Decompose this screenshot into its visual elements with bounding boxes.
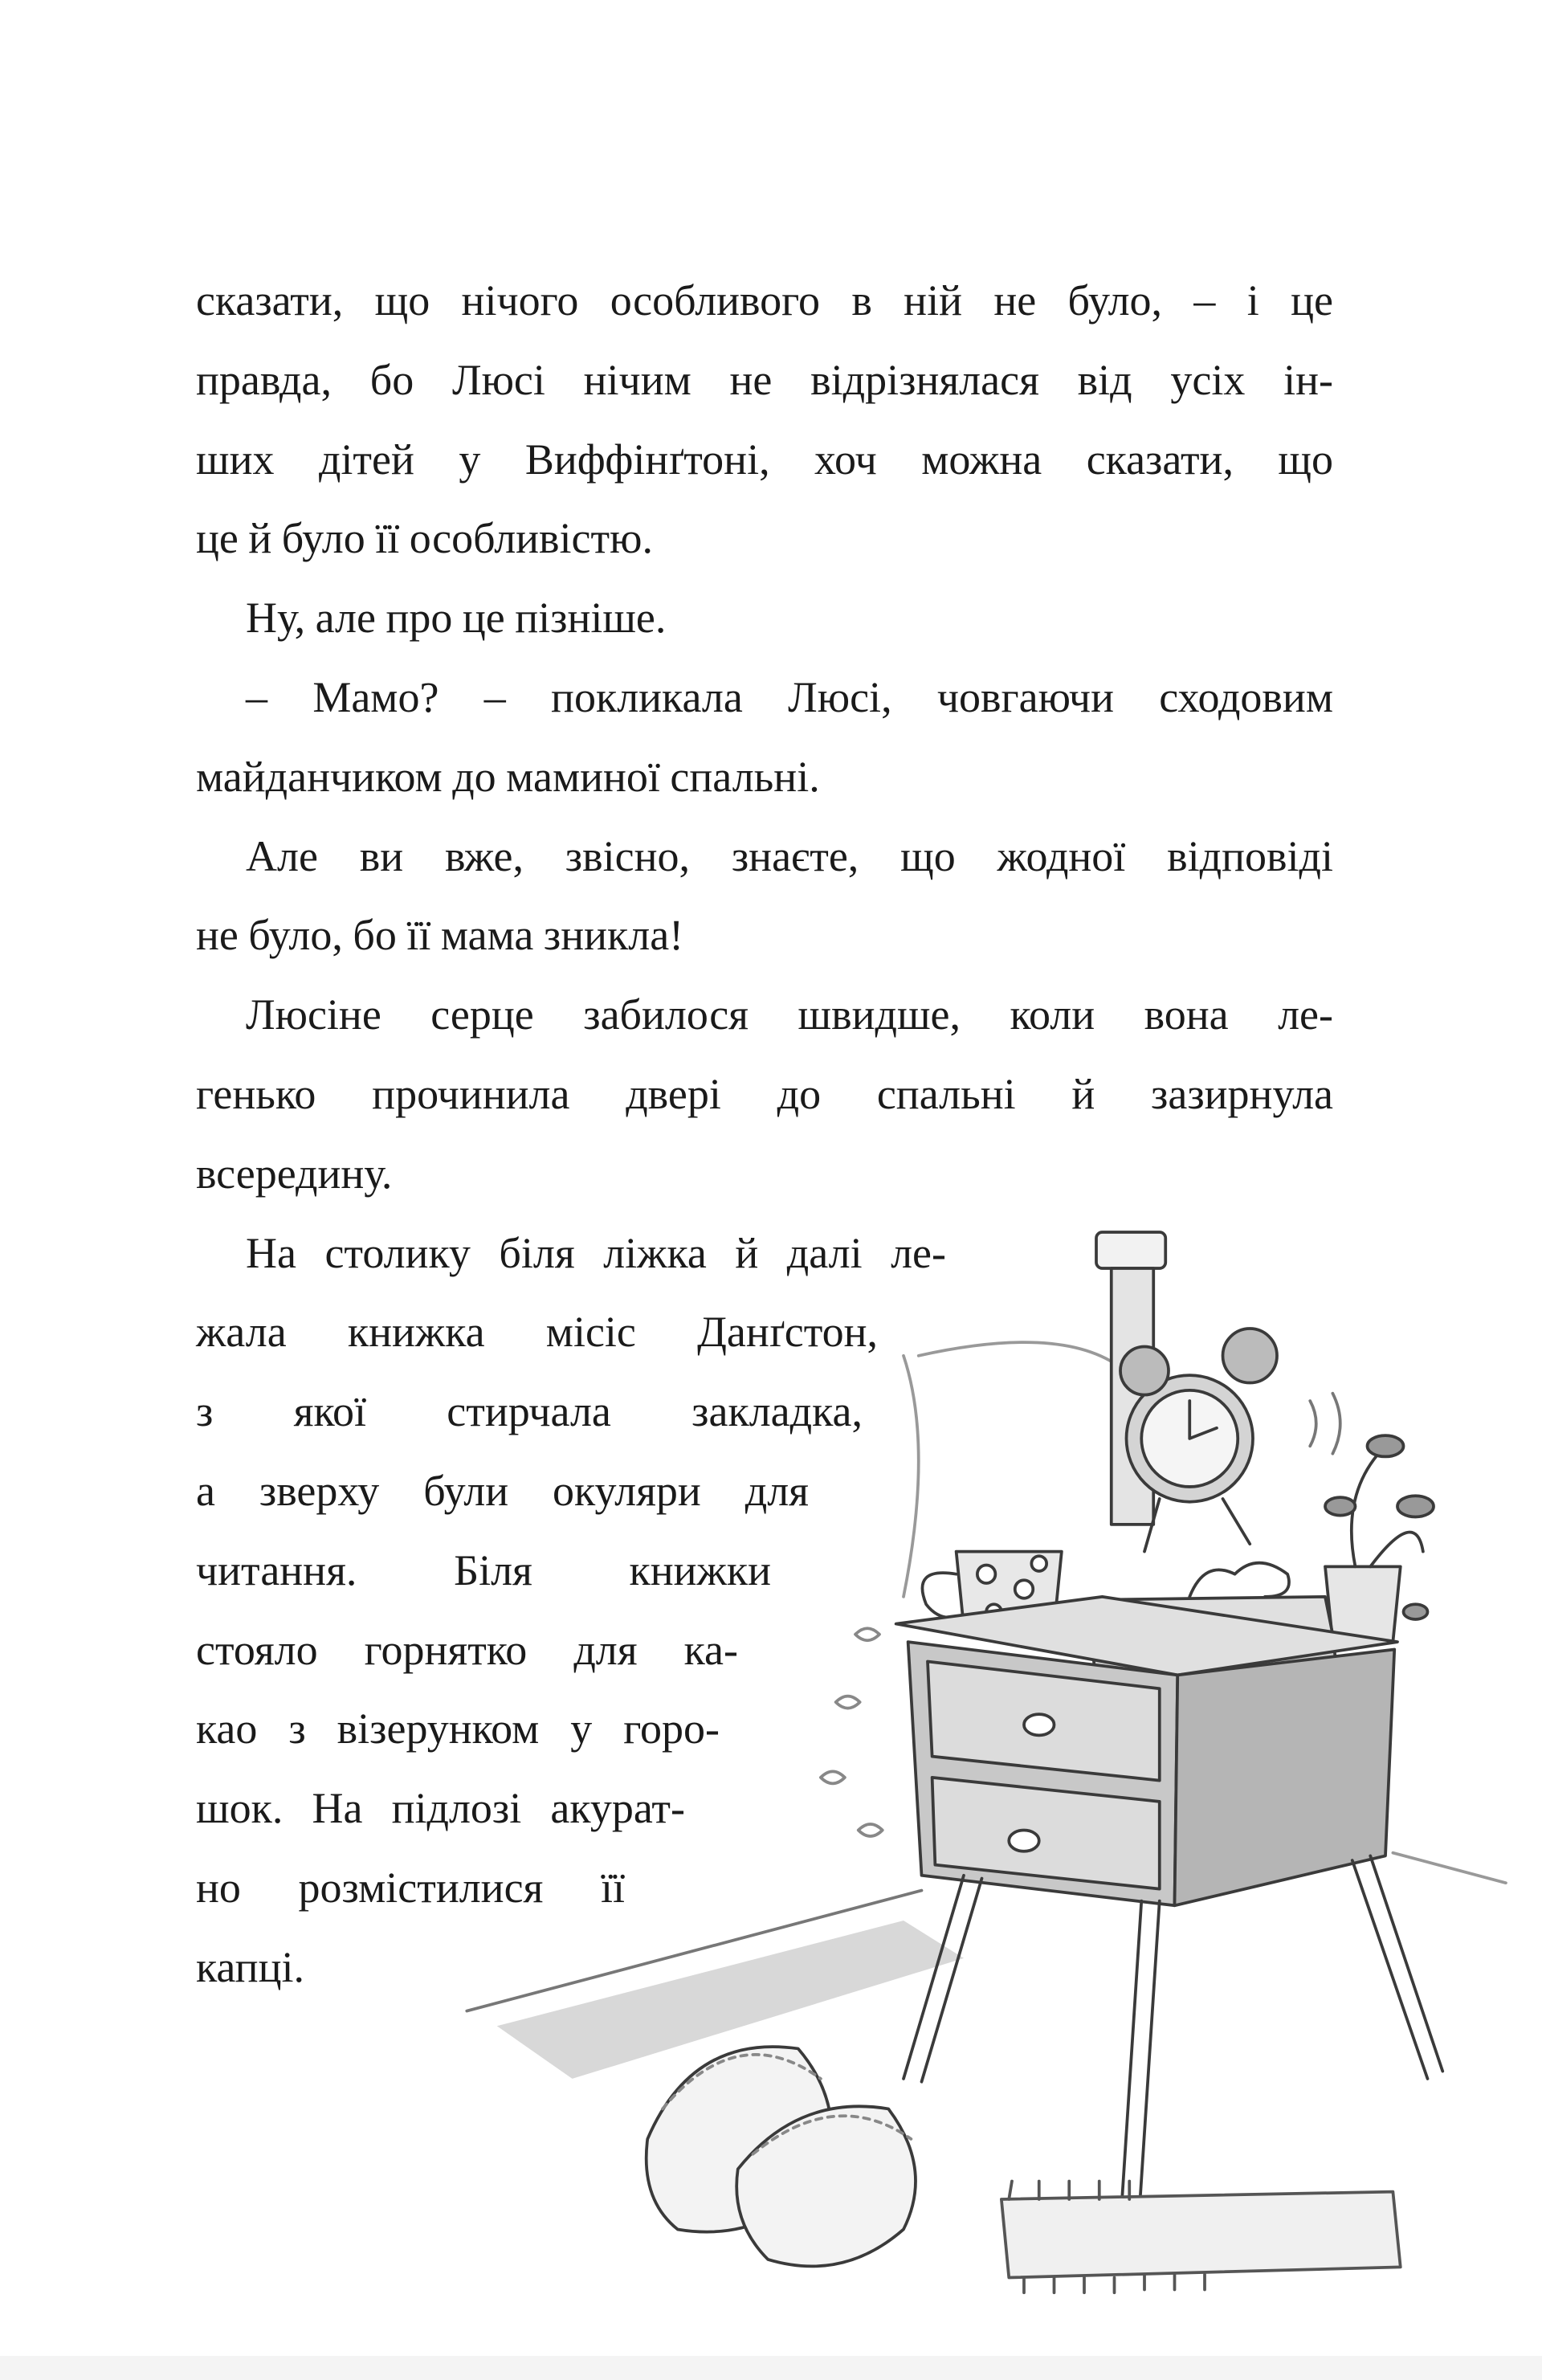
text-line: це й було її особливістю. [196, 514, 653, 563]
nightstand [896, 1597, 1443, 2202]
rug [1001, 2181, 1401, 2292]
text-line: жала книжка місіс Данґстон, [196, 1308, 878, 1357]
text-line: Люсіне серце забилося швидше, коли вона ле- [246, 990, 1333, 1039]
drawer-bottom [932, 1778, 1160, 1889]
text-line: На столику біля ліжка й далі ле- [246, 1228, 946, 1277]
wallpaper-pattern [821, 1628, 883, 1836]
drawer-top [928, 1661, 1160, 1780]
text-line: Але ви вже, звісно, знаєте, що жодної відповіді [246, 831, 1333, 880]
bed-pillow [904, 1342, 1115, 1597]
books-icon [1091, 1563, 1337, 1684]
text-line: всередину. [196, 1149, 393, 1198]
text-line: ших дітей у Виффінґтоні, хоч можна сказати, що [196, 435, 1333, 484]
alarm-clock-icon [1120, 1329, 1340, 1552]
slippers-icon [647, 2047, 916, 2266]
text-line: сказати, що нічого особливого в ній не було, – і це [196, 276, 1333, 325]
floor-shadow [497, 1921, 964, 2079]
polka-dot-mug-icon [922, 1552, 1061, 1635]
bedpost [1096, 1232, 1165, 1525]
text-line: као з візерунком у горо- [196, 1704, 720, 1753]
text-line: правда, бо Люсі нічим не відрізнялася від усіх ін- [196, 355, 1333, 404]
text-line: но розмістилися її [196, 1864, 625, 1912]
text-line: майданчиком до маминої спальні. [196, 752, 820, 801]
text-line: з якої стирчала закладка, [196, 1387, 863, 1436]
text-line: – Мамо? – покликала Люсі, човгаючи сходовим [246, 673, 1333, 721]
text-line: а зверху були окуляри для [196, 1467, 809, 1515]
text-line: генько прочинила двері до спальні й зазирнула [196, 1070, 1333, 1118]
text-line: Ну, але про це пізніше. [246, 594, 667, 643]
plant-icon [1325, 1435, 1434, 1642]
text-line: шок. На підлозі акурат- [196, 1784, 685, 1833]
text-line: стояло горнятко для ка- [196, 1625, 738, 1674]
text-line: не було, бо її мама зникла! [196, 911, 684, 960]
wall-line [1393, 1853, 1506, 1884]
page-bottom-strip [0, 2356, 1542, 2380]
text-line: капці. [196, 1942, 304, 1991]
text-line: читання. Біля книжки [196, 1545, 771, 1594]
